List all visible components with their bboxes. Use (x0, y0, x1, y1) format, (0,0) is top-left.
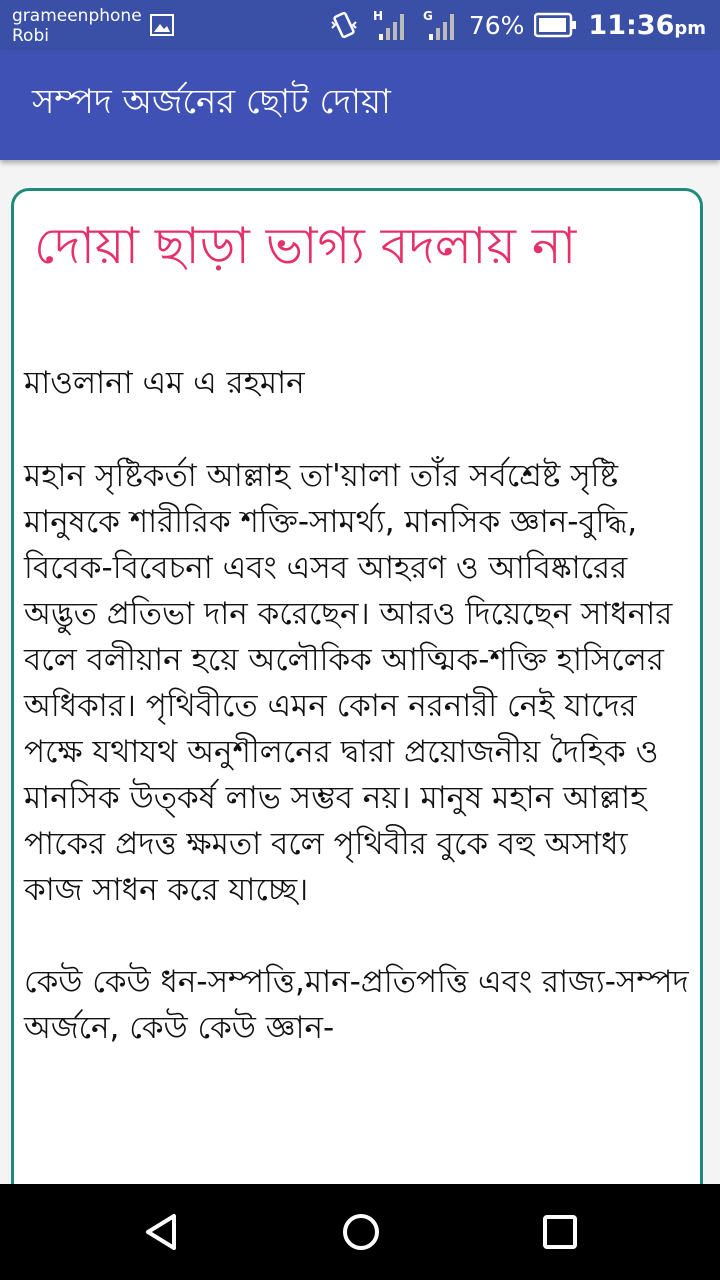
article-author: মাওলানা এম এ রহমান (24, 365, 305, 401)
status-bar (0, 0, 720, 50)
carrier-names (12, 6, 142, 46)
network-type-1: H (372, 9, 383, 23)
network-type-2: G (422, 9, 433, 23)
article-card[interactable] (11, 188, 703, 1248)
back-icon[interactable] (138, 1208, 186, 1256)
carrier-primary: grameenphone (12, 6, 142, 26)
home-icon[interactable] (337, 1208, 385, 1256)
clock-time: 11:36 (588, 9, 675, 41)
article-paragraph: মহান সৃষ্টিকর্তা আল্লাহ তা'য়ালা তাঁর সর্বশ্রেষ্ট সৃষ্টি মানুষকে শারীরিক শক্তি-সামর্থ্য, মানসিক জ্ঞান-বুদ্ধি, বিবেক-বিবেচনা এবং এসব আহরণ ও আবিষ্কারের অদ্ভুত প্রতিভা দান করেছেন। আরও দিয়েছেন সাধনার বলে বলীয়ান হয়ে অলৌকিক আত্মিক-শক্তি হাসিলের অধিকার। পৃথিবীতে এমন কোন নরনারী নেই যাদের পক্ষে যথাযথ অনুশীলনের দ্বারা প্রয়োজনীয় দৈহিক ও মানসিক উত্কর্ষ লাভ সম্ভব নয়। মানুষ মহান আল্লাহ পাকের প্রদত্ত ক্ষমতা বলে পৃথিবীর বুকে বহু অসাধ্য কাজ সাধন করে যাচ্ছে। (24, 458, 673, 908)
article-heading: দোয়া ছাড়া ভাগ্য বদলায় না (34, 217, 577, 275)
signal-icon (369, 8, 409, 42)
battery-percent: 76% (468, 10, 525, 40)
recents-icon[interactable] (536, 1208, 584, 1256)
vibrate-icon (329, 10, 359, 40)
signal-icon (419, 8, 459, 42)
battery-icon (534, 12, 578, 38)
article-body (24, 453, 694, 1097)
navigation-bar (0, 1184, 720, 1280)
status-indicators (329, 0, 706, 50)
clock-suffix: pm (674, 17, 706, 39)
page-title: সম্পদ অর্জনের ছোট দোয়া (32, 82, 391, 122)
image-icon (150, 14, 174, 36)
carrier-secondary: Robi (12, 26, 49, 46)
article-paragraph: কেউ কেউ ধন-সম্পত্তি,মান-প্রতিপত্তি এবং রাজ্য-সম্পদ অর্জনে, কেউ কেউ জ্ঞান- (24, 964, 689, 1046)
app-bar (0, 50, 720, 160)
clock (588, 10, 706, 41)
